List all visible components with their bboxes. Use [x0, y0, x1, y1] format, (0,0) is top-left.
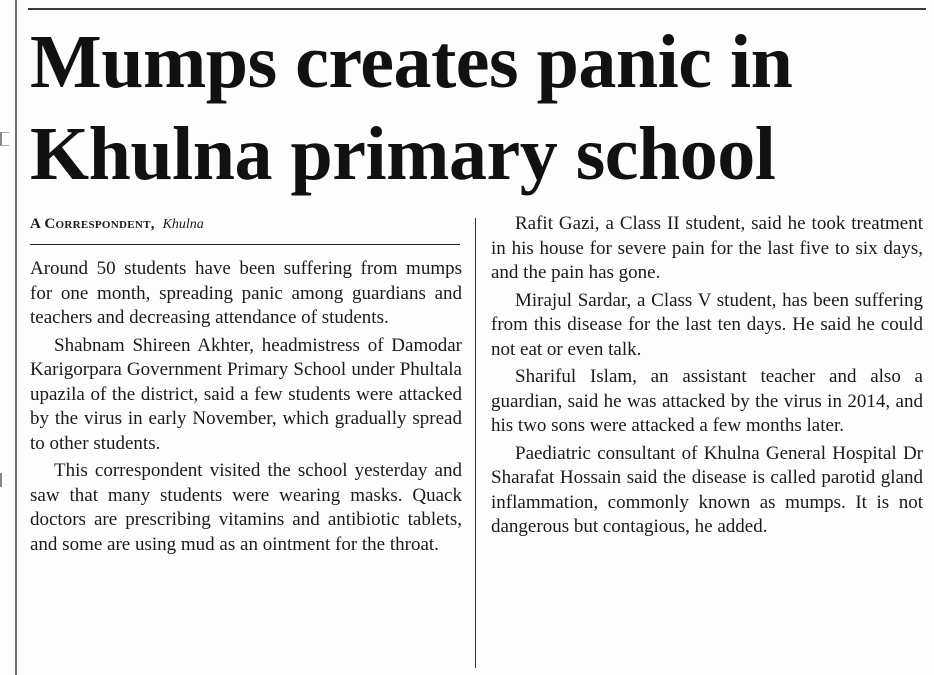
- article-column-left: [30, 257, 462, 560]
- paragraph: Around 50 students have been suffering from mumps for one month, spreading panic among guardians and teachers and decreasing attendance of students.: [30, 258, 462, 328]
- paragraph: Mirajul Sardar, a Class V student, has been suffering from this disease for the last ten days. He said he could not eat or even talk.: [491, 289, 923, 360]
- paragraph: Shariful Islam, an assistant teacher and also a guardian, said he was attacked by the virus in 2014, and his two sons were attacked a few months later.: [491, 366, 923, 436]
- paragraph: Shabnam Shireen Akhter, headmistress of Damodar Karigorpara Government Primary School under Phultala upazila of the district, said a few students were attacked by the virus in early November, which gradually spread to other students.: [30, 334, 462, 454]
- headline-line-1: Mumps creates panic in: [30, 20, 793, 104]
- byline-name: A Correspondent,: [30, 216, 155, 232]
- paragraph: Paediatric consultant of Khulna General Hospital Dr Sharafat Hossain said the disease is called parotid gland inflammation, commonly known as mumps. It is not dangerous but contagious, he added.: [491, 442, 923, 537]
- left-margin-mark: [0, 132, 9, 146]
- top-rule: [28, 8, 926, 10]
- article-column-right: [491, 212, 923, 543]
- left-margin-mark: [0, 473, 8, 487]
- left-margin-rule: [15, 0, 17, 675]
- paragraph: Rafit Gazi, a Class II student, said he took treatment in his house for severe pain for the last five to six days, and the pain has gone.: [491, 213, 923, 283]
- headline-line-2: Khulna primary school: [30, 112, 776, 196]
- headline: [30, 16, 930, 200]
- column-divider: [475, 218, 476, 668]
- byline-location: Khulna: [162, 217, 204, 232]
- byline: [30, 213, 460, 236]
- byline-rule: [30, 244, 460, 245]
- paragraph: This correspondent visited the school yesterday and saw that many students were wearing masks. Quack doctors are prescribing vitamins and antibiotic tablets, and some are using mud as an ointment for the throat.: [30, 460, 462, 555]
